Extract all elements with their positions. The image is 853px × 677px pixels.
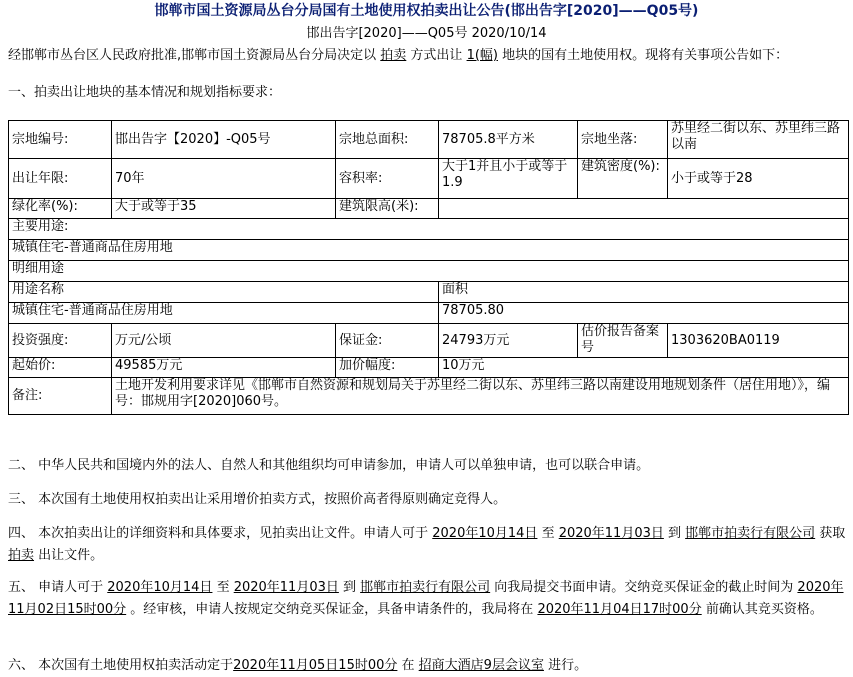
intro-text-2: 方式出让	[406, 48, 467, 63]
intro-method: 拍卖	[380, 48, 407, 63]
page-title: 邯郸市国土资源局丛台分局国有土地使用权拍卖出让公告(邯出告字[2020]——Q05号)	[154, 3, 699, 19]
start-price-label: 起始价:	[9, 358, 112, 378]
height-label: 建筑限高(米):	[336, 199, 439, 219]
s6-text-1: 六、 本次国有土地使用权拍卖活动定于	[8, 658, 234, 673]
table-row	[9, 121, 849, 159]
deposit-value: 24793万元	[439, 324, 578, 358]
s4-text-3: 到	[663, 526, 686, 541]
s5-text-4: 向我局提交书面申请。交纳竞买保证金的截止时间为	[490, 580, 798, 595]
table-row	[9, 324, 849, 358]
section1-heading: 一、拍卖出让地块的基本情况和规划指标要求：	[8, 85, 282, 100]
s4-start-date: 2020年10月14日	[432, 526, 538, 541]
doc-number: 邯出告字[2020]——Q05号 2020/10/14	[306, 26, 547, 41]
appraisal-label: 估价报告备案号	[578, 324, 668, 358]
invest-value: 万元/公顷	[112, 324, 336, 358]
s5-deposit-deadline: 2020年11月02日15时00分	[8, 580, 844, 617]
section-3: 三、 本次国有土地使用权拍卖出让采用增价拍卖方式，按照价高者得原则确定竞得人。	[8, 492, 507, 507]
main-use-value: 城镇住宅-普通商品住房用地	[9, 240, 849, 261]
area-label: 宗地总面积:	[336, 121, 439, 159]
use-area-header: 面积	[439, 282, 849, 303]
increment-label: 加价幅度:	[336, 358, 439, 378]
table-row	[9, 261, 849, 282]
s5-text-3: 到	[338, 580, 361, 595]
invest-label: 投资强度:	[9, 324, 112, 358]
term-value: 70年	[112, 159, 336, 199]
height-value	[439, 199, 849, 219]
intro-text-1: 经邯郸市丛台区人民政府批准,邯郸市国土资源局丛台分局决定以	[8, 48, 377, 63]
intro-count: 1(幅)	[466, 48, 498, 63]
s4-text-4: 获取	[815, 526, 846, 541]
detail-use-label: 明细用途	[9, 261, 849, 282]
s5-end-date: 2020年11月03日	[233, 580, 339, 595]
s5-text-2: 至	[212, 580, 234, 595]
table-row	[9, 159, 849, 199]
section-4	[8, 523, 848, 567]
density-label: 建筑密度(%):	[578, 159, 668, 199]
table-row	[9, 219, 849, 240]
location-value: 苏里经二街以东、苏里纬三路以南	[668, 121, 849, 159]
area-value: 78705.8平方米	[439, 121, 578, 159]
increment-value: 10万元	[439, 358, 849, 378]
use-name-header: 用途名称	[9, 282, 439, 303]
use-name-value: 城镇住宅-普通商品住房用地	[9, 303, 439, 324]
s5-organization: 邯郸市拍卖行有限公司	[360, 580, 491, 595]
section-5	[8, 577, 848, 621]
table-row	[9, 282, 849, 303]
density-value: 小于或等于28	[668, 159, 849, 199]
location-label: 宗地坐落:	[578, 121, 668, 159]
deposit-label: 保证金:	[336, 324, 439, 358]
remark-value: 土地开发利用要求详见《邯郸市自然资源和规划局关于苏里经二街以东、苏里纬三路以南建设用地规划条件（居住用地）》，编号：邯规用字[2020]060号。	[112, 378, 849, 415]
table-row	[9, 199, 849, 219]
far-value: 大于1并且小于或等于1.9	[439, 159, 578, 199]
s6-auction-time: 2020年11月05日15时00分	[233, 658, 398, 673]
s6-text-3: 进行。	[543, 658, 588, 673]
s6-venue: 招商大酒店9层会议室	[418, 658, 544, 673]
intro-text-3: 地块的国有土地使用权。现将有关事项公告如下：	[497, 48, 789, 63]
s4-text-2: 至	[537, 526, 559, 541]
table-row	[9, 378, 849, 415]
start-price-value: 49585万元	[112, 358, 336, 378]
s5-confirm-time: 2020年11月04日17时00分	[537, 602, 702, 617]
main-use-label: 主要用途:	[9, 219, 849, 240]
s5-text-1: 五、 申请人可于	[8, 580, 108, 595]
intro-paragraph	[8, 47, 788, 65]
s4-organization: 邯郸市拍卖行有限公司	[685, 526, 816, 541]
plot-no-label: 宗地编号:	[9, 121, 112, 159]
s5-text-5: 。经审核，申请人按规定交纳竞买保证金，具备申请条件的，我局将在	[126, 602, 538, 617]
green-label: 绿化率(%):	[9, 199, 112, 219]
s5-start-date: 2020年10月14日	[107, 580, 213, 595]
plot-info-table	[8, 120, 849, 415]
green-value: 大于或等于35	[112, 199, 336, 219]
section-6	[8, 655, 848, 677]
table-row	[9, 303, 849, 324]
table-row	[9, 358, 849, 378]
term-label: 出让年限:	[9, 159, 112, 199]
s4-text-5: 出让文件。	[34, 548, 104, 563]
s4-end-date: 2020年11月03日	[558, 526, 664, 541]
s4-text-1: 四、 本次拍卖出让的详细资料和具体要求，见拍卖出让文件。申请人可于	[8, 526, 433, 541]
use-area-value: 78705.80	[439, 303, 849, 324]
s4-method: 拍卖	[8, 548, 35, 563]
remark-label: 备注:	[9, 378, 112, 415]
section-2: 二、 中华人民共和国境内外的法人、自然人和其他组织均可申请参加，申请人可以单独申请，也可以联合申请。	[8, 458, 650, 473]
appraisal-value: 1303620BA0119	[668, 324, 849, 358]
s6-text-2: 在	[397, 658, 419, 673]
table-row	[9, 240, 849, 261]
far-label: 容积率:	[336, 159, 439, 199]
plot-no-value: 邯出告字【2020】-Q05号	[112, 121, 336, 159]
s5-text-6: 前确认其竞买资格。	[701, 602, 823, 617]
